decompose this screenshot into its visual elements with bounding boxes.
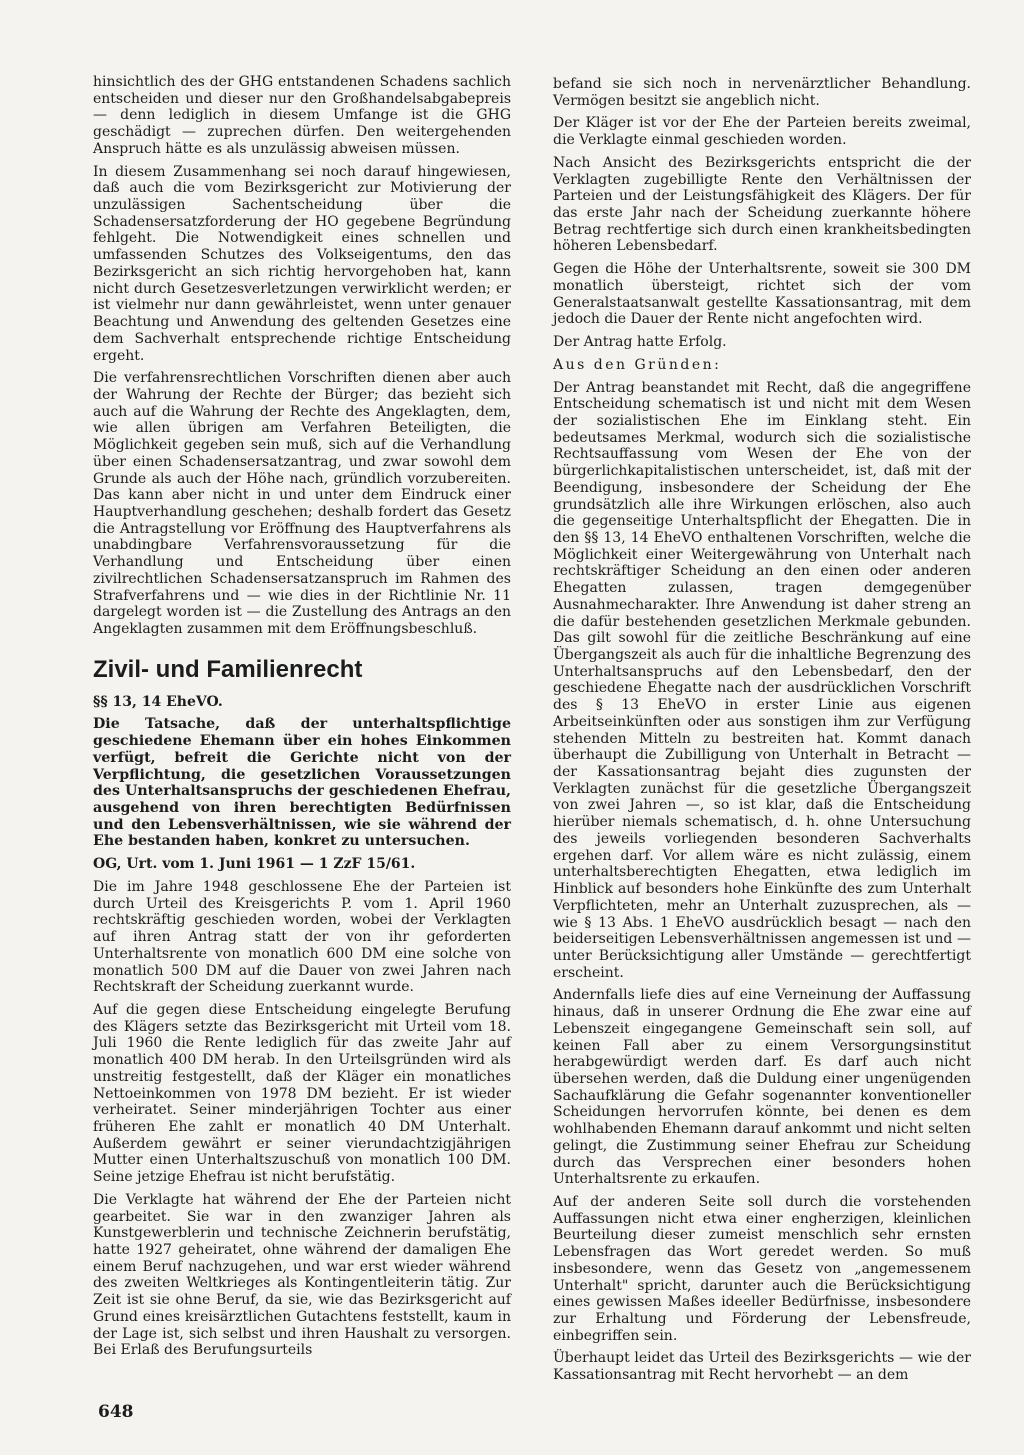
paragraph: In diesem Zusammenhang sei noch darauf hingewiesen, daß auch die vom Bezirksgericht zur Motivierung der unzulässigen Sachentscheidung über die Schadensersatzforderung der HO gegebene Begründung fehlgeht. Die Notwendigkeit eines schnellen und umfassenden Schutzes des Volkseigentums, den das Bezirksgericht an sich richtig hervorgehoben hat, kann nicht durch Gesetzesverletzungen verwirklicht werden; er ist vielmehr nur dann gewährleistet, wenn unter genauer Beachtung und Anwendung des geltenden Gesetzes eine dem Sachverhalt entsprechende richtige Entscheidung ergeht.	[93, 163, 511, 364]
paragraph: Die im Jahre 1948 geschlossene Ehe der Parteien ist durch Urteil des Kreisgerichts P. vom 1. April 1960 rechtskräftig geschieden worden, wobei der Verklagten auf ihren Antrag statt der von ihr geforderten Unterhaltsrente von monatlich 600 DM eine solche von monatlich 500 DM auf die Dauer von zwei Jahren nach Rechtskraft der Scheidung zuerkannt wurde.	[93, 878, 511, 996]
paragraph: Die Verklagte hat während der Ehe der Parteien nicht gearbeitet. Sie war in den zwanziger Jahren als Kunstgewerblerin und technische Zeichnerin berufstätig, hatte 1927 geheiratet, ohne während der damaligen Ehe einem Beruf nachzugehen, und war erst wieder während des zweiten Weltkrieges als Kontingentleiterin tätig. Zur Zeit ist sie ohne Beruf, da sie, wie das Bezirksgericht auf Grund eines kreisärztlichen Gutachtens feststellt, kaum in der Lage ist, sich selbst und ihren Haushalt zu versorgen. Bei Erlaß des Berufungsurteils	[93, 1191, 511, 1359]
paragraph: Die verfahrensrechtlichen Vorschriften dienen aber auch der Wahrung der Rechte der Bürger; das bezieht sich auch auf die Wahrung der Rechte des Angeklagten, dem, wie allen übrigen am Verfahren Beteiligten, die Möglichkeit gegeben sein muß, sich auf die Verhandlung über einen Schadensersatzantrag, und zwar sowohl dem Grunde als auch der Höhe nach, gründlich vorzubereiten. Das kann aber nicht in und unter dem Eindruck einer Hauptverhandlung geschehen; deshalb fordert das Gesetz die Antragstellung vor Eröffnung des Hauptverfahrens als unabdingbare Verfahrensvoraussetzung für die Verhandlung und Entscheidung über einen zivilrechtlichen Schadensersatzanspruch im Rahmen des Strafverfahrens und — wie dies in der Richtlinie Nr. 11 dargelegt worden ist — die Zustellung des Antrags an den Angeklagten zusammen mit dem Eröffnungsbeschluß.	[93, 370, 511, 637]
section-heading: Zivil- und Familienrecht	[93, 655, 363, 683]
paragraph: Gegen die Höhe der Unterhaltsrente, soweit sie 300 DM monatlich übersteigt, richtet sich der vom Generalstaatsanwalt gestellte Kassationsantrag, mit dem jedoch die Dauer der Rente nicht angefochten wird.	[553, 261, 971, 328]
case-reference: OG, Urt. vom 1. Juni 1961 — 1 ZzF 15/61.	[93, 856, 416, 873]
statute-reference: §§ 13, 14 EheVO.	[93, 693, 223, 710]
paragraph: hinsichtlich des der GHG entstandenen Schadens sachlich entscheiden und dieser nur den Großhandelsabgabepreis — denn lediglich in diesem Umfange ist die GHG geschädigt — zuprechen dürfen. Den weitergehenden Anspruch hätte es als unzulässig abweisen müssen.	[93, 74, 511, 157]
page-number: 648	[98, 1402, 134, 1422]
paragraph: Auf die gegen diese Entscheidung eingelegte Berufung des Klägers setzte das Bezirksgericht mit Urteil vom 18. Juli 1960 die Rente lediglich für das zweite Jahr auf monatlich 400 DM herab. In den Urteilsgründen wird als unstreitig festgestellt, daß der Kläger ein monatliches Nettoeinkommen von 1978 DM bezieht. Er ist wieder verheiratet. Seiner minderjährigen Tochter aus einer früheren Ehe zahlt er monatlich 40 DM Unterhalt. Außerdem gewährt er seiner vierundachtzigjährigen Mutter einen Unterhaltszuschuß von monatlich 100 DM. Seine jetzige Ehefrau ist nicht berufstätig.	[93, 1001, 511, 1186]
paragraph: Der Antrag hatte Erfolg.	[553, 334, 727, 351]
paragraph: Der Kläger ist vor der Ehe der Parteien bereits zweimal, die Verklagte einmal geschieden worden.	[553, 115, 971, 149]
paragraph: Andernfalls liefe dies auf eine Verneinung der Auffassung hinaus, daß in unserer Ordnung die Ehe zwar eine auf Lebenszeit eingegangene Gemeinschaft sein soll, auf keinen Fall aber zu einem Versorgungsinstitut herabgewürdigt werden darf. Es darf auch nicht übersehen werden, daß die Duldung einer ungenügenden Sachaufklärung die Gefahr sogenannter konventioneller Scheidungen hervorrufen könnte, bei denen es dem wohlhabenden Ehemann darauf ankommt und nicht selten gelingt, die Zustimmung seiner Ehefrau zur Scheidung durch das Versprechen einer besonders hohen Unterhaltsrente zu erkaufen.	[553, 987, 971, 1188]
paragraph: Überhaupt leidet das Urteil des Bezirksgerichts — wie der Kassationsantrag mit Recht hervorhebt — an dem	[553, 1350, 971, 1384]
right-column	[553, 76, 971, 1390]
reasons-heading: Aus den Gründen:	[553, 356, 722, 373]
paragraph: Auf der anderen Seite soll durch die vorstehenden Auffassungen nicht etwa einer engherzigen, kleinlichen Beurteilung dieser zumeist menschlich sehr ernsten Lebensfragen das Wort geredet werden. So muß insbesondere, wenn das Gesetz von „angemessenem Unterhalt" spricht, darunter auch die Berücksichtigung eines gewissen Maßes ideeller Bedürfnisse, insbesondere zur Erhaltung und Förderung der Lebensfreude, einbegriffen sein.	[553, 1194, 971, 1344]
paragraph: Der Antrag beanstandet mit Recht, daß die angegriffene Entscheidung schematisch ist und nicht mit dem Wesen der sozialistischen Ehe im Einklang steht. Ein bedeutsames Merkmal, wodurch sich die sozialistische Rechtsauffassung vom Wesen der Ehe von der bürgerlichkapitalistischen unterscheidet, ist, daß mit der Beendigung, insbesondere der Scheidung der Ehe grundsätzlich alle ihre Wirkungen erlöschen, also auch die gegenseitige Unterhaltspflicht der Ehegatten. Die in den §§ 13, 14 EheVO enthaltenen Vorschriften, welche die Möglichkeit einer Weitergewährung von Unterhalt nach rechtskräftiger Scheidung an den einen oder anderen Ehegatten zulassen, tragen demgegenüber Ausnahmecharakter. Ihre Anwendung ist daher streng an die dafür bestehenden gesetzlichen Merkmale gebunden. Das gilt sowohl für die zeitliche Beschränkung auf eine Übergangszeit als auch für die inhaltliche Begrenzung des Unterhaltsanspruchs auf den Lebensbedarf, den der geschiedene Ehegatte nach der ausdrücklichen Vorschrift des § 13 EheVO in erster Linie aus eigenen Arbeitseinkünften oder aus sonstigen ihm zur Verfügung stehenden Mitteln zu bestreiten hat. Kommt danach überhaupt die Zubilligung von Unterhalt in Betracht — der Kassationsantrag bejaht dies zugunsten der Verklagten zunächst für die gesetzliche Übergangszeit von zwei Jahren —, so ist klar, daß die Entscheidung hierüber niemals schematisch, d. h. ohne Untersuchung des jeweils vorliegenden besonderen Sachverhalts ergehen darf. Vor allem wäre es nicht zulässig, einem unterhaltsberechtigten Ehegatten, etwa lediglich im Hinblick auf besonders hohe Einkünfte des zum Unterhalt Verpflichteten, mehr an Unterhalt zuzusprechen, als — wie § 13 Abs. 1 EheVO ausdrücklich besagt — nach den beiderseitigen Lebensverhältnissen angemessen ist und — unter Berücksichtigung aller Umstände — gerechtfertigt erscheint.	[553, 379, 971, 981]
left-column	[93, 74, 511, 1365]
headnote: Die Tatsache, daß der unterhaltspflichtige geschiedene Ehemann über ein hohes Einkommen verfügt, befreit die Gerichte nicht von der Verpflichtung, die gesetzlichen Voraussetzungen des Unterhaltsanspruchs der geschiedenen Ehefrau, ausgehend von ihren berechtigten Bedürfnissen und den Lebensverhältnissen, wie sie während der Ehe bestanden haben, konkret zu untersuchen.	[93, 716, 511, 850]
paragraph: Nach Ansicht des Bezirksgerichts entspricht die der Verklagten zugebilligte Rente den Verhältnissen der Parteien und der Leistungsfähigkeit des Klägers. Der für das erste Jahr nach der Scheidung zuerkannte höhere Betrag rechtfertige sich durch einen krankheitsbedingten höheren Lebensbedarf.	[553, 154, 971, 255]
paragraph: befand sie sich noch in nervenärztlicher Behandlung. Vermögen besitzt sie angeblich nicht.	[553, 76, 971, 109]
